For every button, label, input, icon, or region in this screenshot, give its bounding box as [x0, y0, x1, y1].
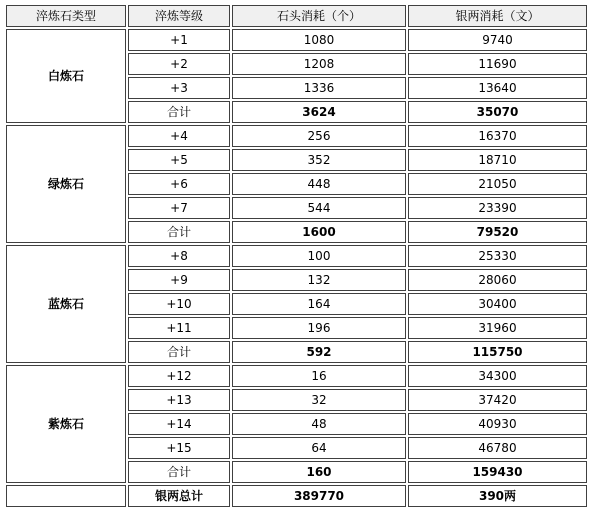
level-cell: +7 [128, 197, 230, 219]
stone-cost-cell: 1336 [232, 77, 406, 99]
silver-cost-cell: 37420 [408, 389, 587, 411]
stone-type-cell: 蓝炼石 [6, 245, 126, 363]
header-refine-level: 淬炼等级 [128, 5, 230, 27]
stone-cost-cell: 100 [232, 245, 406, 267]
stone-cost-cell: 544 [232, 197, 406, 219]
grand-total-silver: 390两 [408, 485, 587, 507]
stone-cost-cell: 132 [232, 269, 406, 291]
table-container [4, 3, 589, 509]
subtotal-label: 合计 [128, 221, 230, 243]
stone-cost-cell: 1208 [232, 53, 406, 75]
subtotal-label: 合计 [128, 341, 230, 363]
grand-total-stone: 389770 [232, 485, 406, 507]
table-row [6, 365, 587, 387]
silver-cost-cell: 16370 [408, 125, 587, 147]
subtotal-silver: 35070 [408, 101, 587, 123]
subtotal-silver: 115750 [408, 341, 587, 363]
table-body [6, 5, 587, 507]
stone-cost-cell: 32 [232, 389, 406, 411]
subtotal-stone: 1600 [232, 221, 406, 243]
subtotal-stone: 160 [232, 461, 406, 483]
level-cell: +8 [128, 245, 230, 267]
silver-cost-cell: 25330 [408, 245, 587, 267]
silver-cost-cell: 13640 [408, 77, 587, 99]
silver-cost-cell: 31960 [408, 317, 587, 339]
stone-cost-cell: 352 [232, 149, 406, 171]
table-row [6, 29, 587, 51]
header-stone-cost: 石头消耗（个） [232, 5, 406, 27]
subtotal-silver: 159430 [408, 461, 587, 483]
subtotal-silver: 79520 [408, 221, 587, 243]
silver-cost-cell: 46780 [408, 437, 587, 459]
subtotal-label: 合计 [128, 101, 230, 123]
stone-cost-cell: 16 [232, 365, 406, 387]
stone-cost-cell: 164 [232, 293, 406, 315]
stone-cost-cell: 448 [232, 173, 406, 195]
table-row [6, 245, 587, 267]
stone-cost-cell: 1080 [232, 29, 406, 51]
level-cell: +10 [128, 293, 230, 315]
subtotal-label: 合计 [128, 461, 230, 483]
stone-cost-cell: 48 [232, 413, 406, 435]
silver-cost-cell: 11690 [408, 53, 587, 75]
level-cell: +9 [128, 269, 230, 291]
grand-total-row [6, 485, 587, 507]
level-cell: +2 [128, 53, 230, 75]
table-row [6, 125, 587, 147]
level-cell: +5 [128, 149, 230, 171]
silver-cost-cell: 23390 [408, 197, 587, 219]
header-stone-type: 淬炼石类型 [6, 5, 126, 27]
silver-cost-cell: 18710 [408, 149, 587, 171]
stone-type-cell: 绿炼石 [6, 125, 126, 243]
subtotal-stone: 3624 [232, 101, 406, 123]
silver-cost-cell: 34300 [408, 365, 587, 387]
grand-total-empty [6, 485, 126, 507]
grand-total-label: 银两总计 [128, 485, 230, 507]
level-cell: +15 [128, 437, 230, 459]
stone-cost-cell: 196 [232, 317, 406, 339]
subtotal-stone: 592 [232, 341, 406, 363]
level-cell: +3 [128, 77, 230, 99]
silver-cost-cell: 21050 [408, 173, 587, 195]
header-row [6, 5, 587, 27]
refining-cost-table [4, 3, 589, 509]
stone-cost-cell: 64 [232, 437, 406, 459]
silver-cost-cell: 9740 [408, 29, 587, 51]
level-cell: +14 [128, 413, 230, 435]
level-cell: +6 [128, 173, 230, 195]
level-cell: +12 [128, 365, 230, 387]
level-cell: +11 [128, 317, 230, 339]
silver-cost-cell: 30400 [408, 293, 587, 315]
silver-cost-cell: 40930 [408, 413, 587, 435]
stone-type-cell: 紫炼石 [6, 365, 126, 483]
level-cell: +13 [128, 389, 230, 411]
silver-cost-cell: 28060 [408, 269, 587, 291]
level-cell: +4 [128, 125, 230, 147]
level-cell: +1 [128, 29, 230, 51]
stone-type-cell: 白炼石 [6, 29, 126, 123]
header-silver-cost: 银两消耗（文） [408, 5, 587, 27]
stone-cost-cell: 256 [232, 125, 406, 147]
